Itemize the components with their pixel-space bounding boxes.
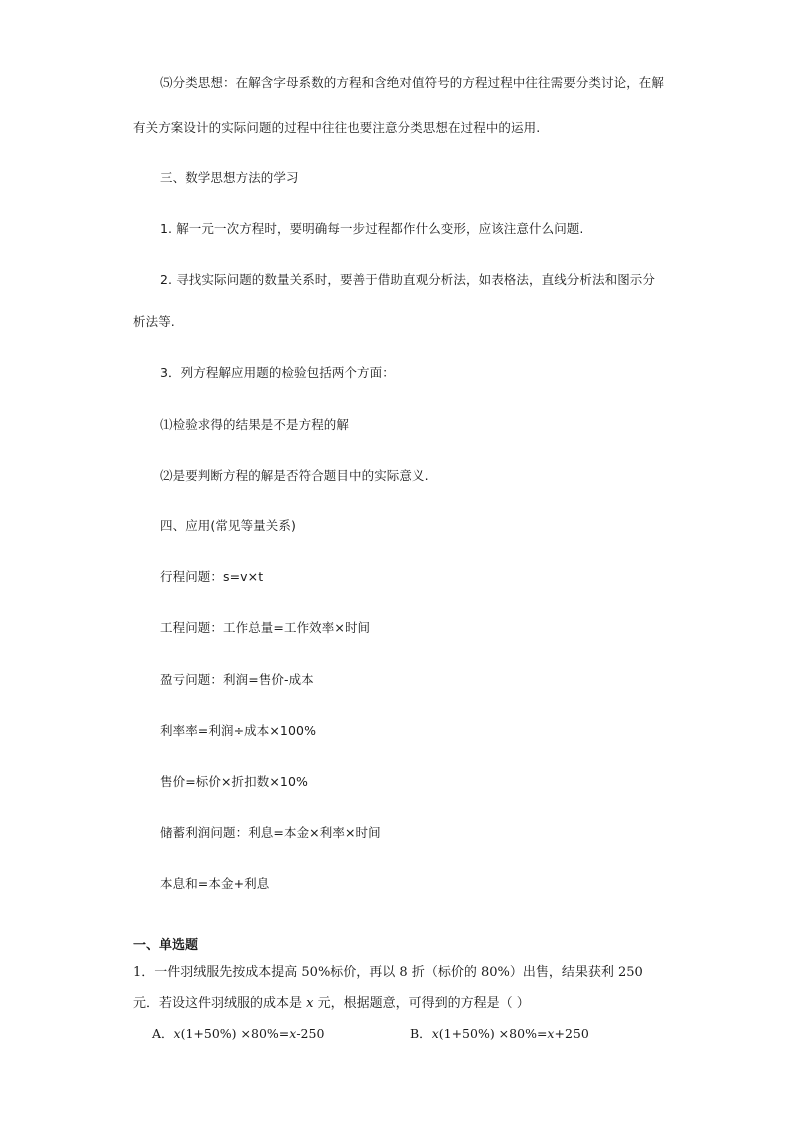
relation-profit-rate: 利率率=利润÷成本×100% — [160, 723, 317, 738]
method-subitem-1: ⑴检验求得的结果是不是方程的解 — [160, 417, 350, 432]
paragraph-classification-line2: 有关方案设计的实际问题的过程中往往也要注意分类思想在过程中的运用. — [133, 120, 541, 135]
variable-x: x — [306, 996, 314, 1011]
section-heading-applications: 四、应用(常见等量关系) — [160, 518, 296, 533]
method-subitem-2: ⑵是要判断方程的解是否符合题目中的实际意义. — [160, 468, 429, 483]
option-b[interactable]: B．x(1+50%) ×80%=x+250 — [410, 1026, 589, 1041]
question-1-line1: 1．一件羽绒服先按成本提高 50%标价，再以 8 折（标价的 80%）出售，结果获利 250 — [133, 965, 643, 980]
relation-savings: 储蓄利润问题：利息=本金×利率×时间 — [160, 825, 381, 840]
relation-travel: 行程问题：s=v×t — [160, 569, 264, 584]
relation-selling-price: 售价=标价×折扣数×10% — [160, 774, 309, 789]
option-a[interactable]: A．x(1+50%) ×80%=x-250 — [152, 1026, 325, 1041]
question-1-line2: 元．若设这件羽绒服的成本是 x 元，根据题意，可得到的方程是（ ） — [133, 996, 530, 1011]
relation-profit: 盈亏问题：利润=售价-成本 — [160, 672, 314, 687]
paragraph-classification-line1: ⑸分类思想：在解含字母系数的方程和含绝对值符号的方程过程中往往需要分类讨论，在解 — [160, 75, 665, 90]
relation-principal-interest: 本息和=本金+利息 — [160, 876, 270, 891]
section-heading-methods: 三、数学思想方法的学习 — [160, 170, 299, 185]
method-item-1: 1. 解一元一次方程时，要明确每一步过程都作什么变形，应该注意什么问题. — [160, 221, 584, 236]
method-item-3: 3．列方程解应用题的检验包括两个方面： — [160, 365, 395, 380]
method-item-2-line1: 2. 寻找实际问题的数量关系时，要善于借助直观分析法，如表格法，直线分析法和图示分 — [160, 272, 656, 287]
method-item-2-line2: 析法等. — [133, 314, 175, 329]
relation-work: 工程问题：工作总量=工作效率×时间 — [160, 620, 371, 635]
section-heading-single-choice: 一、单选题 — [133, 938, 199, 953]
